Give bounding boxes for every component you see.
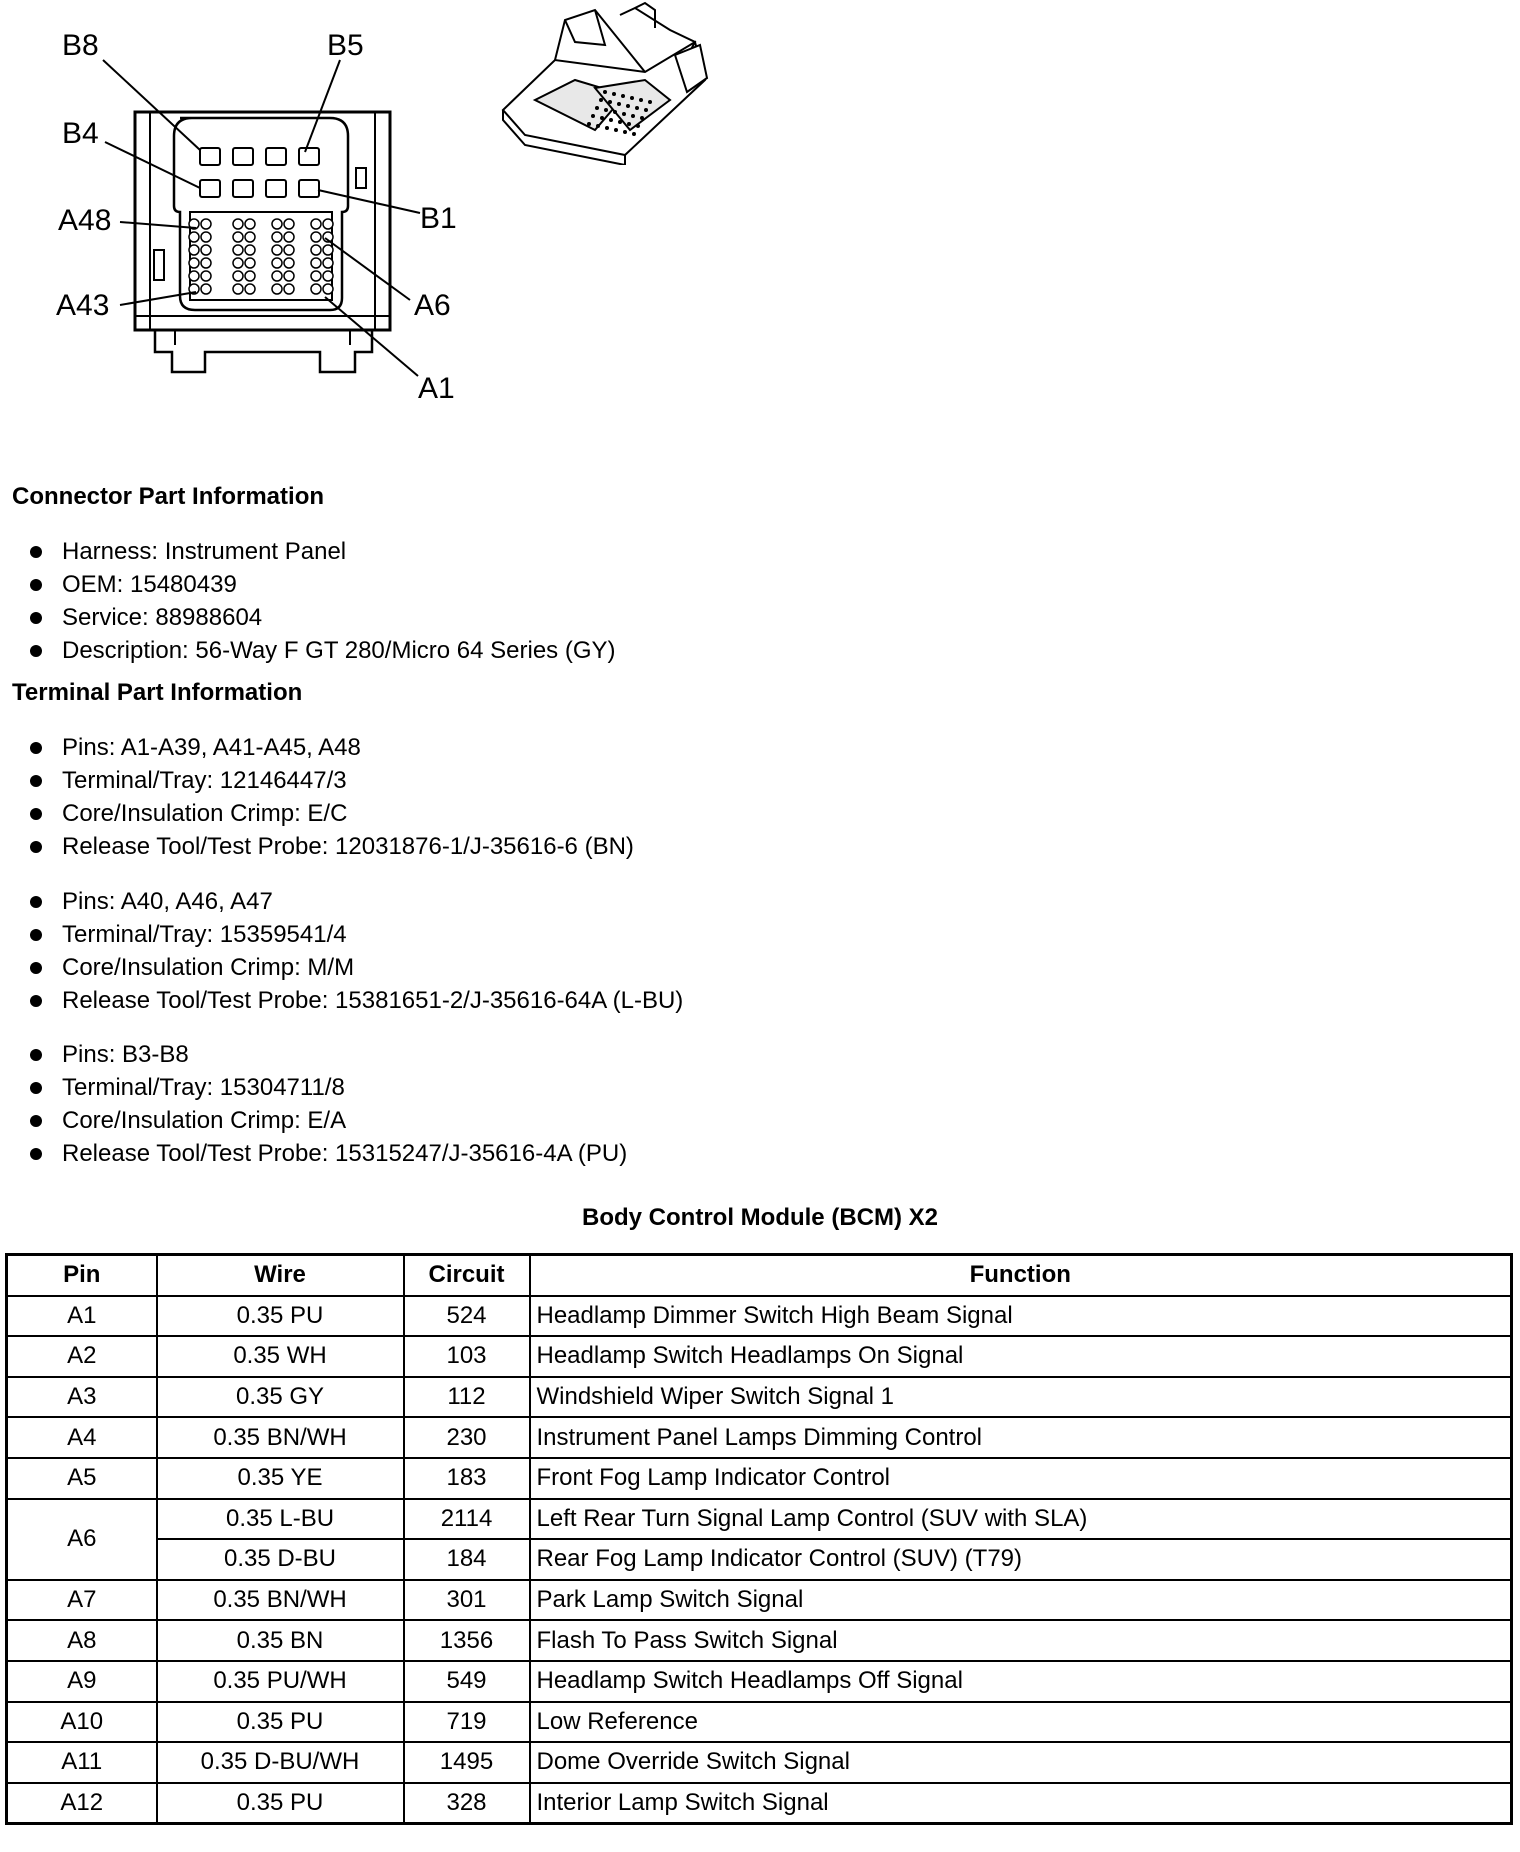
- b-cavity: [200, 180, 220, 197]
- a-cavity: [201, 232, 211, 242]
- iso-pin: [599, 98, 603, 102]
- pinout-table-body: [7, 1296, 1512, 1824]
- list-item: OEM: 15480439: [28, 568, 616, 601]
- a-cavity: [323, 245, 333, 255]
- circuit-cell: 183: [404, 1458, 530, 1499]
- list-item: Release Tool/Test Probe: 15381651-2/J-35616-64A (L-BU): [28, 984, 683, 1017]
- a-cavity: [284, 284, 294, 294]
- list-item: Description: 56-Way F GT 280/Micro 64 Series (GY): [28, 634, 616, 667]
- wire-cell: 0.35 BN/WH: [157, 1580, 404, 1621]
- terminal-group-1: [28, 731, 634, 863]
- a-cavity: [272, 245, 282, 255]
- a-cavity: [284, 219, 294, 229]
- function-cell: Flash To Pass Switch Signal: [530, 1620, 1512, 1661]
- iso-pin: [608, 100, 612, 104]
- a-cavity: [245, 232, 255, 242]
- a-cavity: [323, 271, 333, 281]
- list-item: Release Tool/Test Probe: 12031876-1/J-35616-6 (BN): [28, 830, 634, 863]
- header-function: Function: [530, 1255, 1512, 1296]
- wire-cell: 0.35 PU/WH: [157, 1661, 404, 1702]
- table-title: Body Control Module (BCM) X2: [582, 1204, 938, 1231]
- a-cavity: [233, 232, 243, 242]
- connector-part-info-title: Connector Part Information: [12, 483, 325, 510]
- wire-cell: 0.35 PU: [157, 1296, 404, 1337]
- iso-pin: [609, 118, 613, 122]
- pin-cell: A11: [7, 1742, 157, 1783]
- pin-cell: A3: [7, 1377, 157, 1418]
- a-cavity: [201, 245, 211, 255]
- list-item: Terminal/Tray: 12146447/3: [28, 764, 634, 797]
- a-cavity: [233, 245, 243, 255]
- b-cavity: [200, 148, 220, 165]
- a-cavity: [201, 258, 211, 268]
- circuit-cell: 184: [404, 1539, 530, 1580]
- iso-pin: [604, 108, 608, 112]
- header-pin: Pin: [7, 1255, 157, 1296]
- wire-cell: 0.35 BN: [157, 1620, 404, 1661]
- table-row: [7, 1499, 1512, 1540]
- a-cavity: [311, 219, 321, 229]
- function-cell: Low Reference: [530, 1702, 1512, 1743]
- a-cavity: [245, 245, 255, 255]
- list-item: Terminal/Tray: 15304711/8: [28, 1071, 627, 1104]
- callout-a1: A1: [418, 372, 455, 405]
- iso-pin: [600, 116, 604, 120]
- list-item: Pins: A1-A39, A41-A45, A48: [28, 731, 634, 764]
- table-row: [7, 1377, 1512, 1418]
- a-cavity: [323, 219, 333, 229]
- a-cavity: [189, 245, 199, 255]
- a-cavity: [233, 284, 243, 294]
- list-item: Pins: B3-B8: [28, 1038, 627, 1071]
- list-item: Terminal/Tray: 15359541/4: [28, 918, 683, 951]
- table-row: [7, 1458, 1512, 1499]
- a-cavity: [189, 271, 199, 281]
- a-cavity: [284, 271, 294, 281]
- a-cavity: [311, 245, 321, 255]
- table-row: [7, 1742, 1512, 1783]
- a-cavity: [284, 232, 294, 242]
- wire-cell: 0.35 GY: [157, 1377, 404, 1418]
- a-cavity: [284, 245, 294, 255]
- function-cell: Instrument Panel Lamps Dimming Control: [530, 1417, 1512, 1458]
- a-cavity: [233, 219, 243, 229]
- pin-cell: A1: [7, 1296, 157, 1337]
- b-cavity: [233, 148, 253, 165]
- iso-pin: [622, 112, 626, 116]
- pin-cell: A2: [7, 1336, 157, 1377]
- circuit-cell: 103: [404, 1336, 530, 1377]
- iso-pin: [614, 128, 618, 132]
- iso-pin: [621, 94, 625, 98]
- circuit-cell: 328: [404, 1783, 530, 1824]
- iso-pin: [591, 114, 595, 118]
- callout-b8: B8: [62, 29, 99, 62]
- list-item: Core/Insulation Crimp: M/M: [28, 951, 683, 984]
- a-cavity: [189, 232, 199, 242]
- callout-a43: A43: [56, 289, 110, 322]
- a-cavity: [311, 284, 321, 294]
- circuit-cell: 230: [404, 1417, 530, 1458]
- list-item: Harness: Instrument Panel: [28, 535, 616, 568]
- a-cavity: [272, 284, 282, 294]
- function-cell: Headlamp Switch Headlamps Off Signal: [530, 1661, 1512, 1702]
- iso-pin: [630, 96, 634, 100]
- function-cell: Headlamp Dimmer Switch High Beam Signal: [530, 1296, 1512, 1337]
- iso-pin: [612, 92, 616, 96]
- b-cavity: [233, 180, 253, 197]
- iso-pin: [632, 132, 636, 136]
- circuit-cell: 301: [404, 1580, 530, 1621]
- circuit-cell: 2114: [404, 1499, 530, 1540]
- wire-cell: 0.35 YE: [157, 1458, 404, 1499]
- function-cell: Headlamp Switch Headlamps On Signal: [530, 1336, 1512, 1377]
- a-cavity: [311, 232, 321, 242]
- pinout-table: [5, 1253, 1513, 1825]
- iso-pin: [603, 90, 607, 94]
- a-cavity: [201, 219, 211, 229]
- function-cell: Windshield Wiper Switch Signal 1: [530, 1377, 1512, 1418]
- table-header-row: [7, 1255, 1512, 1296]
- a-cavity: [272, 258, 282, 268]
- table-row: [7, 1336, 1512, 1377]
- pin-cell: A10: [7, 1702, 157, 1743]
- a-cavity: [272, 219, 282, 229]
- callout-b5: B5: [327, 29, 364, 62]
- a-cavity: [245, 284, 255, 294]
- iso-pin: [648, 100, 652, 104]
- header-circuit: Circuit: [404, 1255, 530, 1296]
- b-cavity: [299, 180, 319, 197]
- circuit-cell: 1495: [404, 1742, 530, 1783]
- wire-cell: 0.35 PU: [157, 1783, 404, 1824]
- connector-isometric-illustration: [495, 0, 725, 165]
- iso-pin: [635, 106, 639, 110]
- iso-pin: [639, 98, 643, 102]
- table-row: [7, 1417, 1512, 1458]
- a-cavity: [233, 258, 243, 268]
- terminal-part-info-title: Terminal Part Information: [12, 679, 303, 706]
- function-cell: Left Rear Turn Signal Lamp Control (SUV with SLA): [530, 1499, 1512, 1540]
- b-cavity: [266, 148, 286, 165]
- pin-cell: A5: [7, 1458, 157, 1499]
- callout-a6: A6: [414, 289, 451, 322]
- a-cavity: [323, 284, 333, 294]
- iso-pin: [627, 122, 631, 126]
- iso-pin: [644, 108, 648, 112]
- circuit-cell: 112: [404, 1377, 530, 1418]
- pin-cell: A9: [7, 1661, 157, 1702]
- iso-pin: [631, 114, 635, 118]
- function-cell: Front Fog Lamp Indicator Control: [530, 1458, 1512, 1499]
- iso-pin: [618, 120, 622, 124]
- iso-pin: [613, 110, 617, 114]
- iso-pin: [596, 124, 600, 128]
- circuit-cell: 719: [404, 1702, 530, 1743]
- table-row: [7, 1661, 1512, 1702]
- list-item: Service: 88988604: [28, 601, 616, 634]
- b-cavity: [266, 180, 286, 197]
- terminal-group-3: [28, 1038, 627, 1170]
- pin-cell: A7: [7, 1580, 157, 1621]
- connector-part-info-list: [28, 535, 616, 667]
- callout-b4: B4: [62, 117, 99, 150]
- table-row: [7, 1296, 1512, 1337]
- wire-cell: 0.35 D-BU/WH: [157, 1742, 404, 1783]
- a-cavity: [284, 258, 294, 268]
- list-item: Core/Insulation Crimp: E/C: [28, 797, 634, 830]
- pin-cell: A12: [7, 1783, 157, 1824]
- connector-face-diagram: [0, 0, 480, 420]
- list-item: Pins: A40, A46, A47: [28, 885, 683, 918]
- a-cavity: [245, 258, 255, 268]
- list-item: Core/Insulation Crimp: E/A: [28, 1104, 627, 1137]
- a-cavity: [245, 219, 255, 229]
- function-cell: Dome Override Switch Signal: [530, 1742, 1512, 1783]
- list-item: Release Tool/Test Probe: 15315247/J-35616-4A (PU): [28, 1137, 627, 1170]
- pin-cell: A6: [7, 1499, 157, 1580]
- table-row: [7, 1702, 1512, 1743]
- iso-pin: [595, 106, 599, 110]
- iso-pin: [636, 124, 640, 128]
- function-cell: Interior Lamp Switch Signal: [530, 1783, 1512, 1824]
- circuit-cell: 1356: [404, 1620, 530, 1661]
- a-cavity: [323, 258, 333, 268]
- table-row: [7, 1539, 1512, 1580]
- wire-cell: 0.35 D-BU: [157, 1539, 404, 1580]
- wire-cell: 0.35 BN/WH: [157, 1417, 404, 1458]
- table-row: [7, 1783, 1512, 1824]
- a-cavity: [311, 258, 321, 268]
- terminal-group-2: [28, 885, 683, 1017]
- a-cavity: [201, 284, 211, 294]
- a-cavity: [201, 271, 211, 281]
- iso-pin: [605, 126, 609, 130]
- callout-b1: B1: [420, 202, 457, 235]
- iso-pin: [617, 102, 621, 106]
- wire-cell: 0.35 WH: [157, 1336, 404, 1377]
- iso-pin: [623, 130, 627, 134]
- header-wire: Wire: [157, 1255, 404, 1296]
- a-cavity: [272, 232, 282, 242]
- iso-pin: [640, 116, 644, 120]
- a-cavity: [233, 271, 243, 281]
- function-cell: Park Lamp Switch Signal: [530, 1580, 1512, 1621]
- b-cavity: [299, 148, 319, 165]
- a-cavity: [245, 271, 255, 281]
- table-row: [7, 1580, 1512, 1621]
- iso-pin: [587, 122, 591, 126]
- pin-cell: A4: [7, 1417, 157, 1458]
- a-cavity: [311, 271, 321, 281]
- wire-cell: 0.35 L-BU: [157, 1499, 404, 1540]
- function-cell: Rear Fog Lamp Indicator Control (SUV) (T79): [530, 1539, 1512, 1580]
- callout-a48: A48: [58, 204, 112, 237]
- iso-pin: [626, 104, 630, 108]
- wire-cell: 0.35 PU: [157, 1702, 404, 1743]
- circuit-cell: 524: [404, 1296, 530, 1337]
- circuit-cell: 549: [404, 1661, 530, 1702]
- pin-cell: A8: [7, 1620, 157, 1661]
- a-cavity: [189, 258, 199, 268]
- a-cavity: [272, 271, 282, 281]
- table-row: [7, 1620, 1512, 1661]
